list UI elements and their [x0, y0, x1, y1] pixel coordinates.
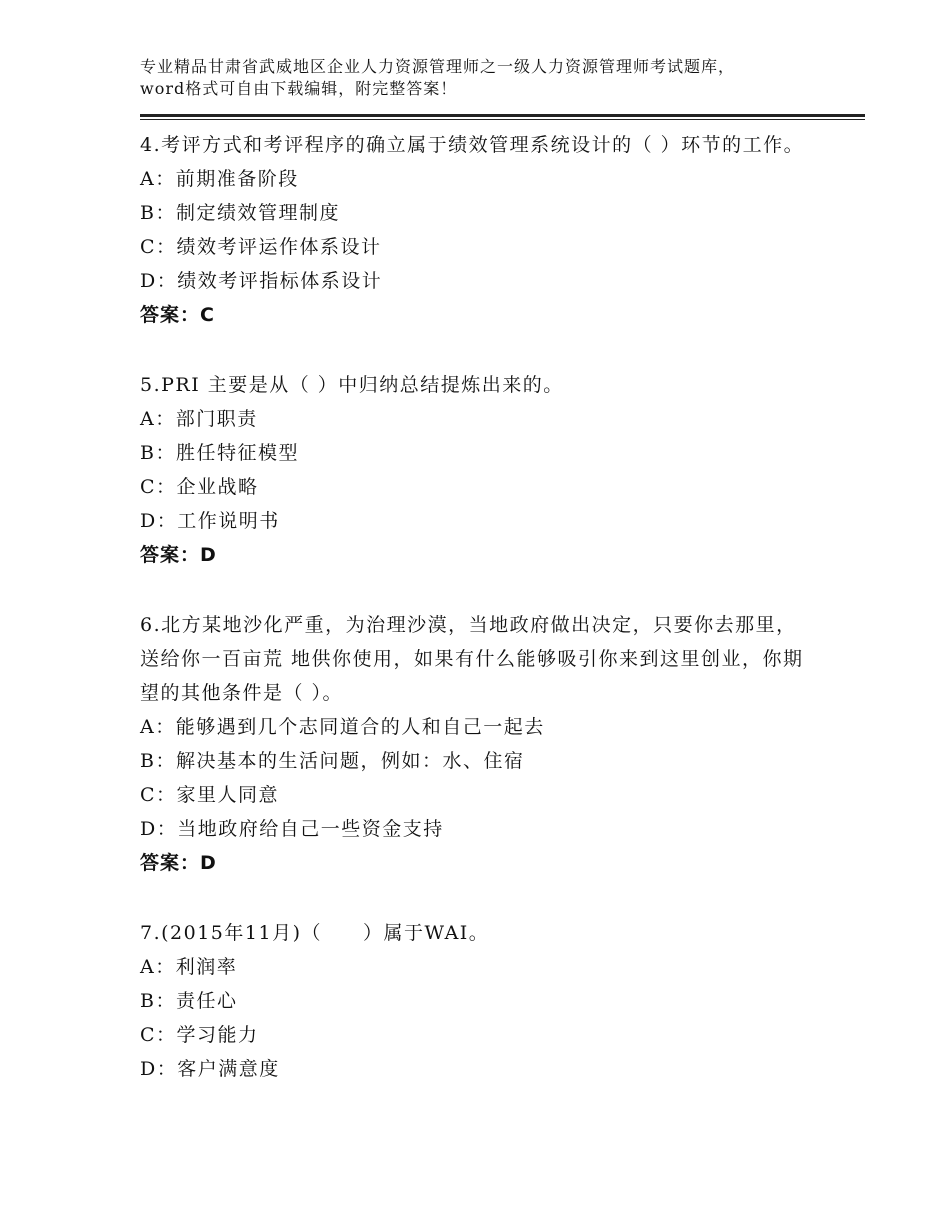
question-stem: 6.北方某地沙化严重，为治理沙漠，当地政府做出决定，只要你去那里，送给你一百亩荒 地供你使用，如果有什么能够吸引你来到这里创业，你期望的其他条件是（ ）。	[140, 614, 804, 704]
question-6	[140, 608, 865, 880]
option-b: B：胜任特征模型	[140, 442, 299, 464]
question-stem: 5.PRI 主要是从（ ）中归纳总结提炼出来的。	[140, 374, 564, 396]
option-c: C：企业战略	[140, 476, 259, 498]
option-a: A：前期准备阶段	[140, 168, 299, 190]
answer-label: 答案：D	[140, 544, 217, 566]
option-c: C：绩效考评运作体系设计	[140, 236, 382, 258]
option-d: D：工作说明书	[140, 510, 280, 532]
option-d: D：当地政府给自己一些资金支持	[140, 818, 444, 840]
answer-label: 答案：D	[140, 852, 217, 874]
question-4	[140, 128, 865, 332]
question-7	[140, 916, 865, 1086]
option-d: D：绩效考评指标体系设计	[140, 270, 383, 292]
question-5	[140, 368, 865, 572]
option-c: C：学习能力	[140, 1024, 259, 1046]
document-header: 专业精品甘肃省武威地区企业人力资源管理师之一级人力资源管理师考试题库，word格式可自由下载编辑，附完整答案！	[140, 57, 736, 98]
option-b: B：解决基本的生活问题，例如：水、住宿	[140, 750, 525, 772]
option-c: C：家里人同意	[140, 784, 280, 806]
option-b: B：责任心	[140, 990, 238, 1012]
option-a: A：部门职责	[140, 408, 258, 430]
question-stem: 7.(2015年11月)（ ）属于WAI。	[140, 922, 490, 944]
option-a: A：能够遇到几个志同道合的人和自己一起去	[140, 716, 545, 738]
option-a: A：利润率	[140, 956, 238, 978]
answer-label: 答案：C	[140, 304, 215, 326]
option-d: D：客户满意度	[140, 1058, 280, 1080]
header-divider	[140, 114, 865, 120]
document-page	[140, 56, 865, 1086]
option-b: B：制定绩效管理制度	[140, 202, 340, 224]
question-stem: 4.考评方式和考评程序的确立属于绩效管理系统设计的（ ）环节的工作。	[140, 134, 805, 156]
